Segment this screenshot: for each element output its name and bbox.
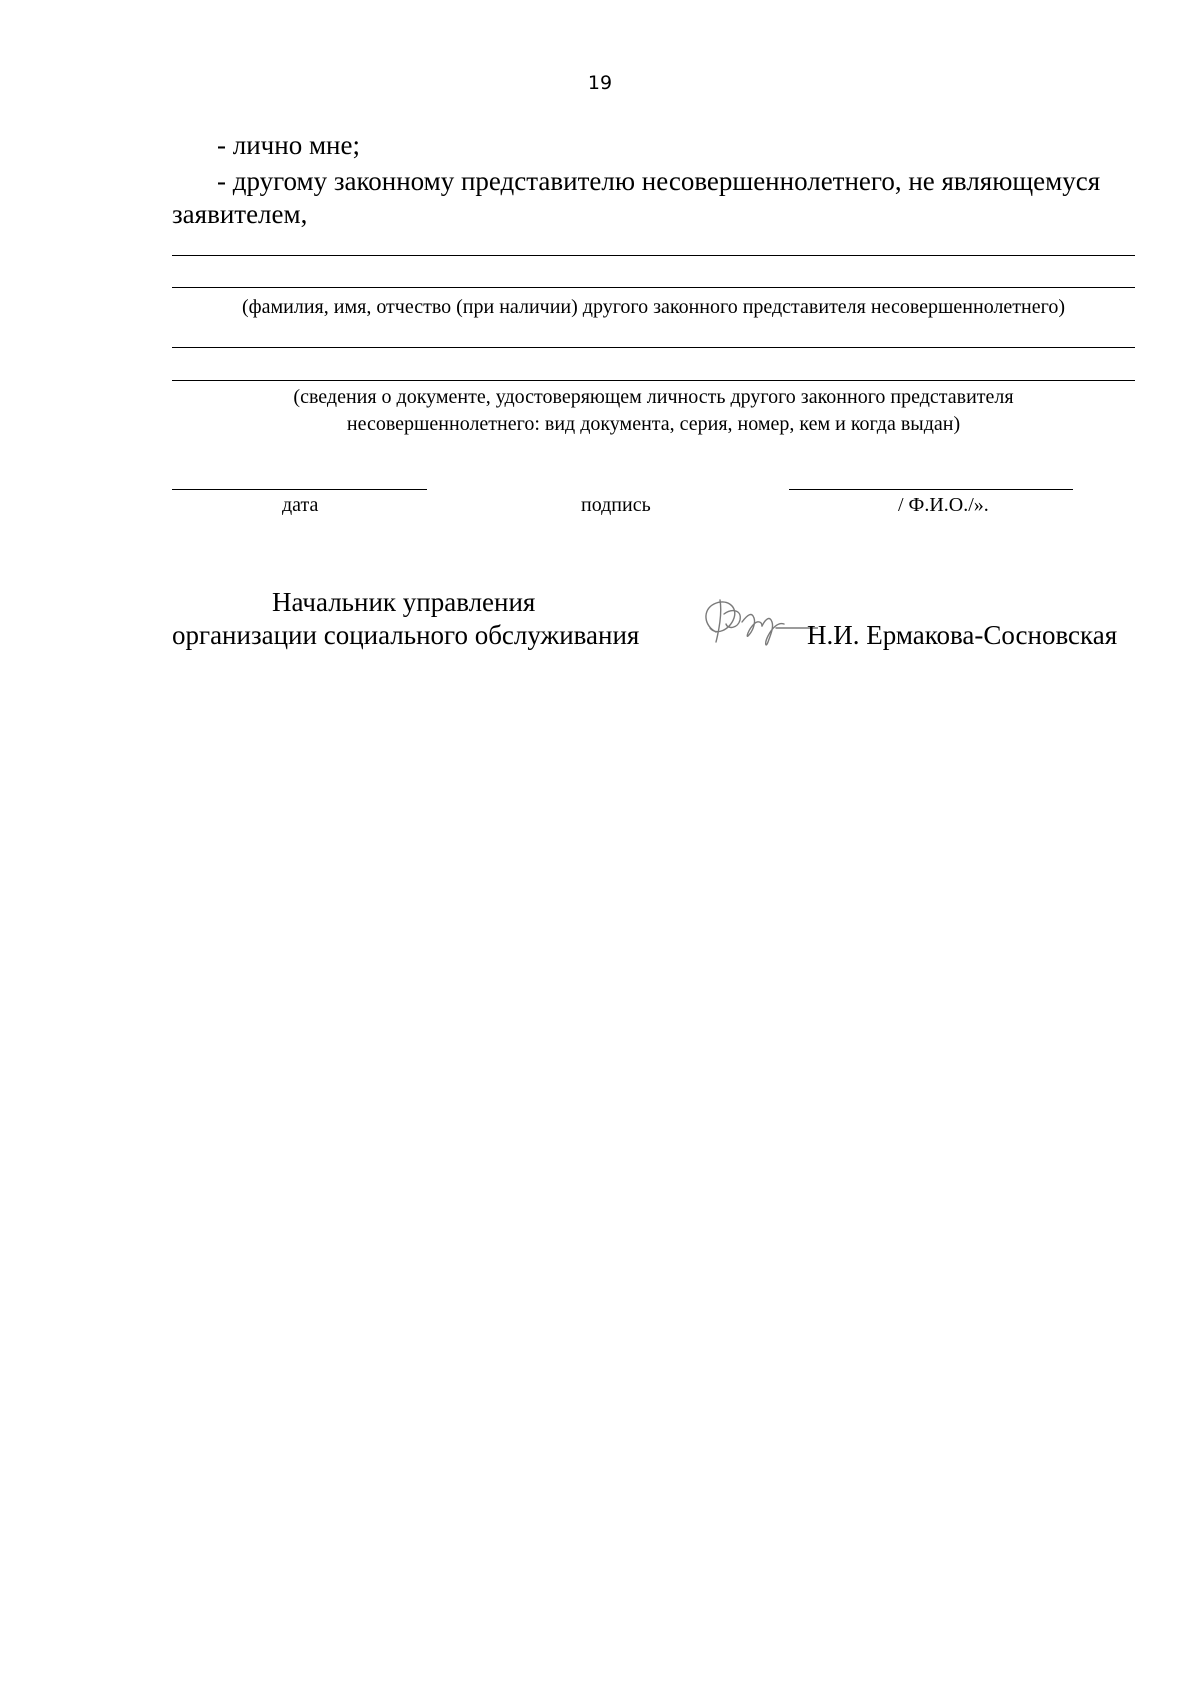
date-blank-line[interactable] bbox=[172, 489, 427, 490]
handwritten-signature bbox=[698, 592, 818, 654]
document-field-caption-line2: несовершеннолетнего: вид документа, серия, номер, кем и когда выдан) bbox=[346, 413, 961, 435]
recipient-option-other-line1: - другому законному представителю несовершеннолетнего, не являющемуся bbox=[217, 166, 1101, 196]
date-label: дата bbox=[282, 494, 319, 516]
document-field-caption-line1: (сведения о документе, удостоверяющем личность другого законного представителя bbox=[293, 386, 1014, 408]
fio-label: / Ф.И.О./». bbox=[898, 494, 989, 516]
page-number: 19 bbox=[587, 72, 613, 94]
recipient-option-personal: - лично мне; bbox=[217, 130, 360, 160]
signatory-position-line2: организации социального обслуживания bbox=[172, 620, 640, 650]
name-field-caption: (фамилия, имя, отчество (при наличии) другого законного представителя несовершеннолетнего) bbox=[242, 296, 1065, 318]
signatory-name: Н.И. Ермакова-Сосновская bbox=[807, 620, 1118, 650]
name-blank-line-1[interactable] bbox=[172, 255, 1135, 256]
recipient-option-other-line2: заявителем, bbox=[172, 199, 308, 229]
document-blank-line-2[interactable] bbox=[172, 380, 1135, 381]
signature-label: подпись bbox=[581, 494, 651, 516]
name-blank-line-2[interactable] bbox=[172, 287, 1135, 288]
signatory-position-line1: Начальник управления bbox=[272, 587, 536, 617]
document-blank-line-1[interactable] bbox=[172, 347, 1135, 348]
fio-blank-line[interactable] bbox=[789, 489, 1073, 490]
